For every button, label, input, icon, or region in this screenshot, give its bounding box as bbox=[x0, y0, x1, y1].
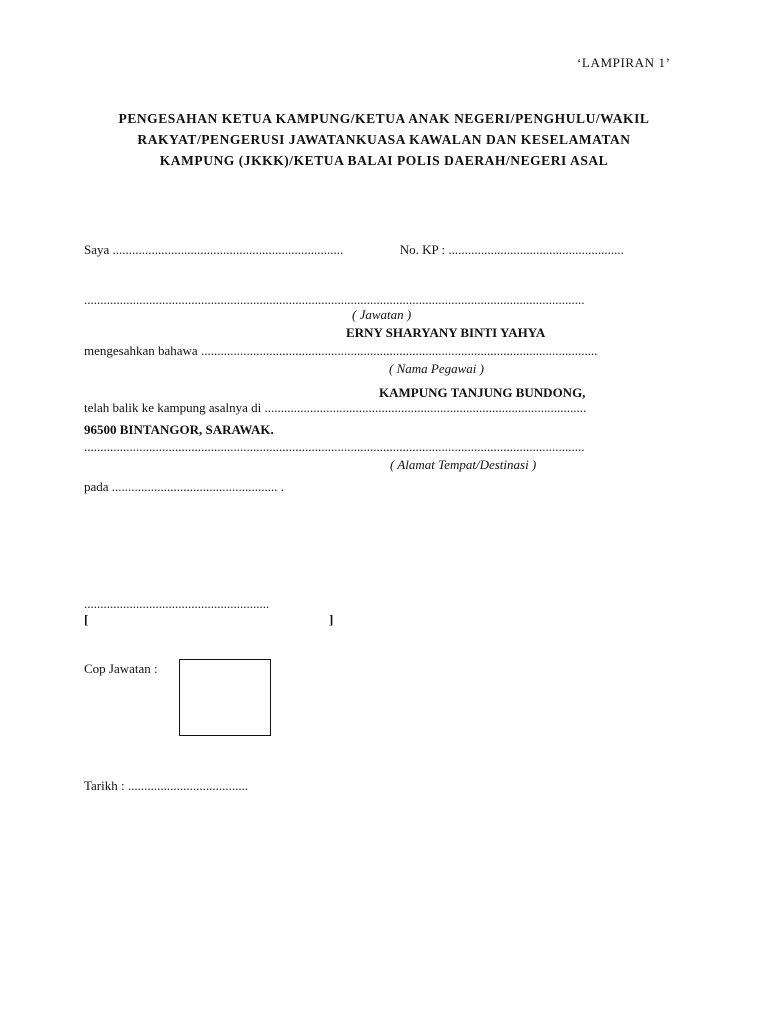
jawatan-caption: ( Jawatan ) bbox=[352, 307, 412, 322]
saya-label: Saya bbox=[84, 242, 110, 257]
tarikh-row bbox=[84, 778, 248, 794]
nama-pegawai-input-line[interactable]: .......................................................................................................................... bbox=[200, 343, 598, 358]
nama-pegawai-value: ERNY SHARYANY BINTI YAHYA bbox=[346, 325, 546, 340]
lampiran-label: ‘LAMPIRAN 1’ bbox=[577, 55, 671, 70]
signature-bracket-close: ] bbox=[329, 612, 334, 627]
pada-row bbox=[84, 479, 284, 495]
stamp-box[interactable] bbox=[179, 659, 271, 736]
tarikh-label: Tarikh : bbox=[84, 778, 125, 793]
mengesahkan-label: mengesahkan bahawa bbox=[84, 343, 198, 358]
title-line-3: KAMPUNG (JKKK)/KETUA BALAI POLIS DAERAH/NEGERI ASAL bbox=[159, 153, 609, 168]
title-line-2: RAKYAT/PENGERUSI JAWATANKUASA KAWALAN DAN KESELAMATAN bbox=[137, 132, 631, 147]
pada-input-line[interactable]: ................................................... . bbox=[111, 479, 285, 494]
signature-bracket-open: [ bbox=[84, 612, 89, 627]
pada-label: pada bbox=[84, 479, 109, 494]
tarikh-input-line[interactable]: ..................................... bbox=[127, 778, 249, 793]
saya-input-line[interactable]: ....................................................................... bbox=[112, 242, 344, 257]
document-title bbox=[84, 108, 684, 171]
kampung-value: KAMPUNG TANJUNG BUNDONG, bbox=[379, 385, 586, 400]
jawatan-input-line[interactable]: .......................................................................................................................................................... bbox=[84, 292, 585, 307]
alamat-input-line-1[interactable]: ................................................................................................... bbox=[264, 400, 587, 415]
alamat-input-line-2[interactable]: .......................................................................................................................................................... bbox=[84, 439, 585, 454]
mengesahkan-row bbox=[84, 343, 658, 359]
telah-balik-label: telah balik ke kampung asalnya di bbox=[84, 400, 262, 415]
alamat-caption: ( Alamat Tempat/Destinasi ) bbox=[390, 457, 537, 472]
title-line-1: PENGESAHAN KETUA KAMPUNG/KETUA ANAK NEGERI/PENGHULU/WAKIL bbox=[118, 111, 650, 126]
saya-row bbox=[84, 242, 669, 258]
alamat-value: 96500 BINTANGOR, SARAWAK. bbox=[84, 422, 274, 437]
no-kp-label: No. KP : bbox=[399, 242, 446, 257]
telah-balik-row bbox=[84, 400, 649, 416]
no-kp-input-line[interactable]: ...................................................... bbox=[448, 242, 624, 257]
nama-pegawai-caption: ( Nama Pegawai ) bbox=[389, 361, 484, 376]
signature-line[interactable]: ......................................................... bbox=[84, 596, 270, 611]
cop-jawatan-label: Cop Jawatan : bbox=[84, 661, 158, 676]
